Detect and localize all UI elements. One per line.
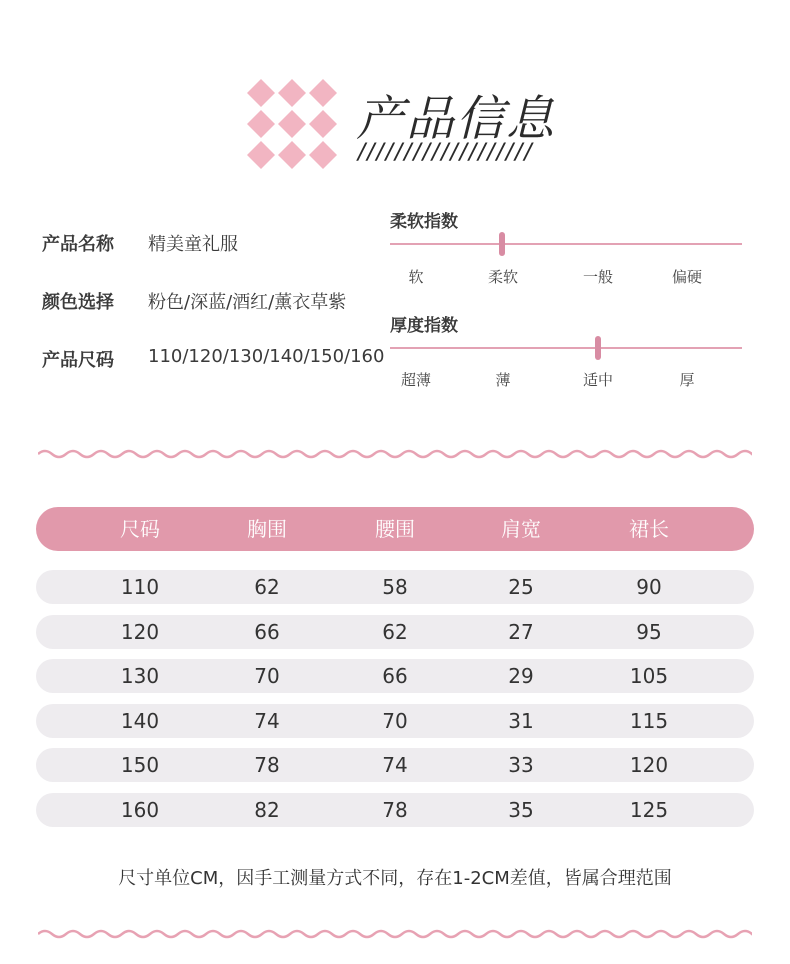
cell-bust: 66 xyxy=(254,620,280,644)
cell-waist: 66 xyxy=(382,664,408,688)
thickness-option: 适中 xyxy=(582,371,614,389)
cell-shoulder: 25 xyxy=(508,575,534,599)
size-value: 110/120/130/140/150/160 xyxy=(148,346,385,367)
softness-option: 偏硬 xyxy=(671,268,703,286)
thickness-option: 薄 xyxy=(495,371,511,389)
cell-shoulder: 29 xyxy=(508,664,534,688)
cell-waist: 78 xyxy=(382,798,408,822)
cell-length: 125 xyxy=(629,798,669,822)
softness-marker xyxy=(499,232,505,256)
page-title: 产品信息 xyxy=(356,91,557,147)
cell-length: 95 xyxy=(636,620,662,644)
cell-size: 160 xyxy=(120,798,160,822)
wave-divider xyxy=(38,443,752,465)
table-row xyxy=(36,793,754,827)
cell-waist: 58 xyxy=(382,575,408,599)
cell-bust: 78 xyxy=(254,753,280,777)
thickness-option: 超薄 xyxy=(400,371,432,389)
cell-size: 110 xyxy=(120,575,160,599)
color-value: 粉色/深蓝/酒红/薰衣草紫 xyxy=(148,292,347,313)
wave-divider xyxy=(38,923,752,945)
cell-length: 115 xyxy=(629,709,669,733)
cell-shoulder: 35 xyxy=(508,798,534,822)
header-length: 裙长 xyxy=(629,517,669,541)
table-row xyxy=(36,704,754,738)
cell-waist: 70 xyxy=(382,709,408,733)
table-row xyxy=(36,570,754,604)
thickness-track xyxy=(390,347,742,349)
softness-option: 软 xyxy=(408,268,424,286)
cell-shoulder: 33 xyxy=(508,753,534,777)
softness-track xyxy=(390,243,742,245)
cell-waist: 74 xyxy=(382,753,408,777)
product-name-value: 精美童礼服 xyxy=(148,234,238,255)
softness-option: 一般 xyxy=(582,268,614,286)
cell-bust: 62 xyxy=(254,575,280,599)
softness-title: 柔软指数 xyxy=(390,212,458,232)
header-waist: 腰围 xyxy=(375,517,415,541)
cell-waist: 62 xyxy=(382,620,408,644)
table-row xyxy=(36,615,754,649)
header-bust: 胸围 xyxy=(247,517,287,541)
thickness-option: 厚 xyxy=(679,371,695,389)
cell-bust: 70 xyxy=(254,664,280,688)
thickness-title: 厚度指数 xyxy=(390,316,458,336)
product-name-label: 产品名称 xyxy=(42,234,114,255)
softness-option: 柔软 xyxy=(487,268,519,286)
cell-length: 105 xyxy=(629,664,669,688)
cell-size: 140 xyxy=(120,709,160,733)
cell-length: 120 xyxy=(629,753,669,777)
title-underline-decoration: /////////////////// xyxy=(356,140,532,165)
header-size: 尺码 xyxy=(120,517,160,541)
cell-shoulder: 31 xyxy=(508,709,534,733)
cell-size: 130 xyxy=(120,664,160,688)
diamond-pattern-icon xyxy=(246,78,338,170)
cell-bust: 74 xyxy=(254,709,280,733)
color-label: 颜色选择 xyxy=(42,292,114,313)
cell-bust: 82 xyxy=(254,798,280,822)
cell-size: 150 xyxy=(120,753,160,777)
header-shoulder: 肩宽 xyxy=(501,517,541,541)
size-label: 产品尺码 xyxy=(42,350,114,371)
table-row xyxy=(36,659,754,693)
table-row xyxy=(36,748,754,782)
thickness-marker xyxy=(595,336,601,360)
measurement-note: 尺寸单位CM，因手工测量方式不同，存在1-2CM差值，皆属合理范围 xyxy=(118,868,672,889)
size-table-header xyxy=(36,507,754,551)
cell-shoulder: 27 xyxy=(508,620,534,644)
cell-size: 120 xyxy=(120,620,160,644)
cell-length: 90 xyxy=(636,575,662,599)
